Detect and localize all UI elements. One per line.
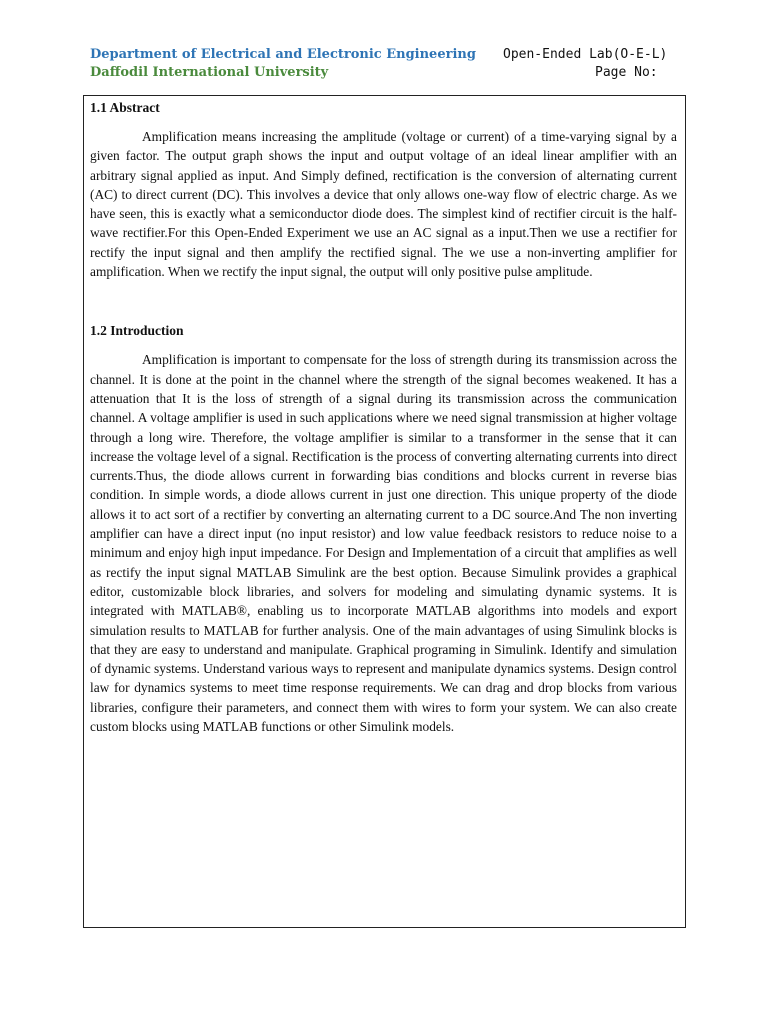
introduction-heading: 1.2 Introduction: [90, 323, 184, 339]
document-body: [90, 98, 677, 736]
abstract-heading: 1.1 Abstract: [90, 100, 160, 115]
abstract-paragraph: Amplification means increasing the amplitude (voltage or current) of a time-varying signal by a given factor. The output graph shows the input and output voltage of an ideal linear amplifier with an arbitrary signal applied as input. And Simply defined, rectification is the conversion of alternating current (AC) to direct current (DC). This involves a device that only allows one-way flow of electric charge. As we have seen, this is exactly what a semiconductor diode does. The simplest kind of rectifier circuit is the half-wave rectifier.For this Open-Ended Experiment we use an AC signal as a input.Then we use a rectifier for rectify the input signal and then amplify the rectified signal. The we use a non-inverting amplifier for amplification. When we rectify the input signal, the output will only positive pulse amplitude.: [90, 129, 677, 280]
university-name: Daffodil International University: [90, 65, 329, 80]
lab-name: Open-Ended Lab(O-E-L): [503, 47, 668, 62]
department-name: Department of Electrical and Electronic Engineering: [90, 47, 476, 62]
page-number-label: Page No:: [595, 65, 658, 80]
page-header: [0, 0, 768, 96]
introduction-paragraph: Amplification is important to compensate for the loss of strength during its transmission across the channel. It is done at the point in the channel where the strength of the signal becomes weakened. It has a attenuation that It is the loss of strength of a signal during its transmission across the communication channel. A voltage amplifier is used in such applications where we need signal transmission at higher voltage through a long wire. Therefore, the voltage amplifier is similar to a transformer in the sense that it can increase the voltage level of a signal. Rectification is the process of converting alternating currents into direct currents.Thus, the diode allows current in forwarding bias conditions and blocks current in reverse bias condition. In simple words, a diode allows current in just one direction. This unique property of the diode allows it to act sort of a rectifier by converting an alternating current to a DC source.And The non inverting amplifier can have a direct input (no input resistor) and low value feedback resistors to reduce noise to a minimum and enjoy high input impedance. For Design and Implementation of a circuit that amplifies as well as rectify the input signal MATLAB Simulink are the best option. Because Simulink provides a graphical editor, customizable block libraries, and solvers for modeling and simulating dynamic systems. It is integrated with MATLAB®, enabling us to incorporate MATLAB algorithms into models and export simulation results to MATLAB for further analysis. One of the main advantages of using Simulink blocks is that they are easy to understand and manipulate. Graphical programing in Simulink. Identify and simulation of dynamic systems. Understand various ways to represent and manipulate dynamics systems. Design control law for dynamics systems to meet time response requirements. We can drag and drop blocks from various libraries, configure their parameters, and connect them with wires to form your system. We can also create custom blocks using MATLAB functions or other Simulink models.: [90, 352, 677, 735]
